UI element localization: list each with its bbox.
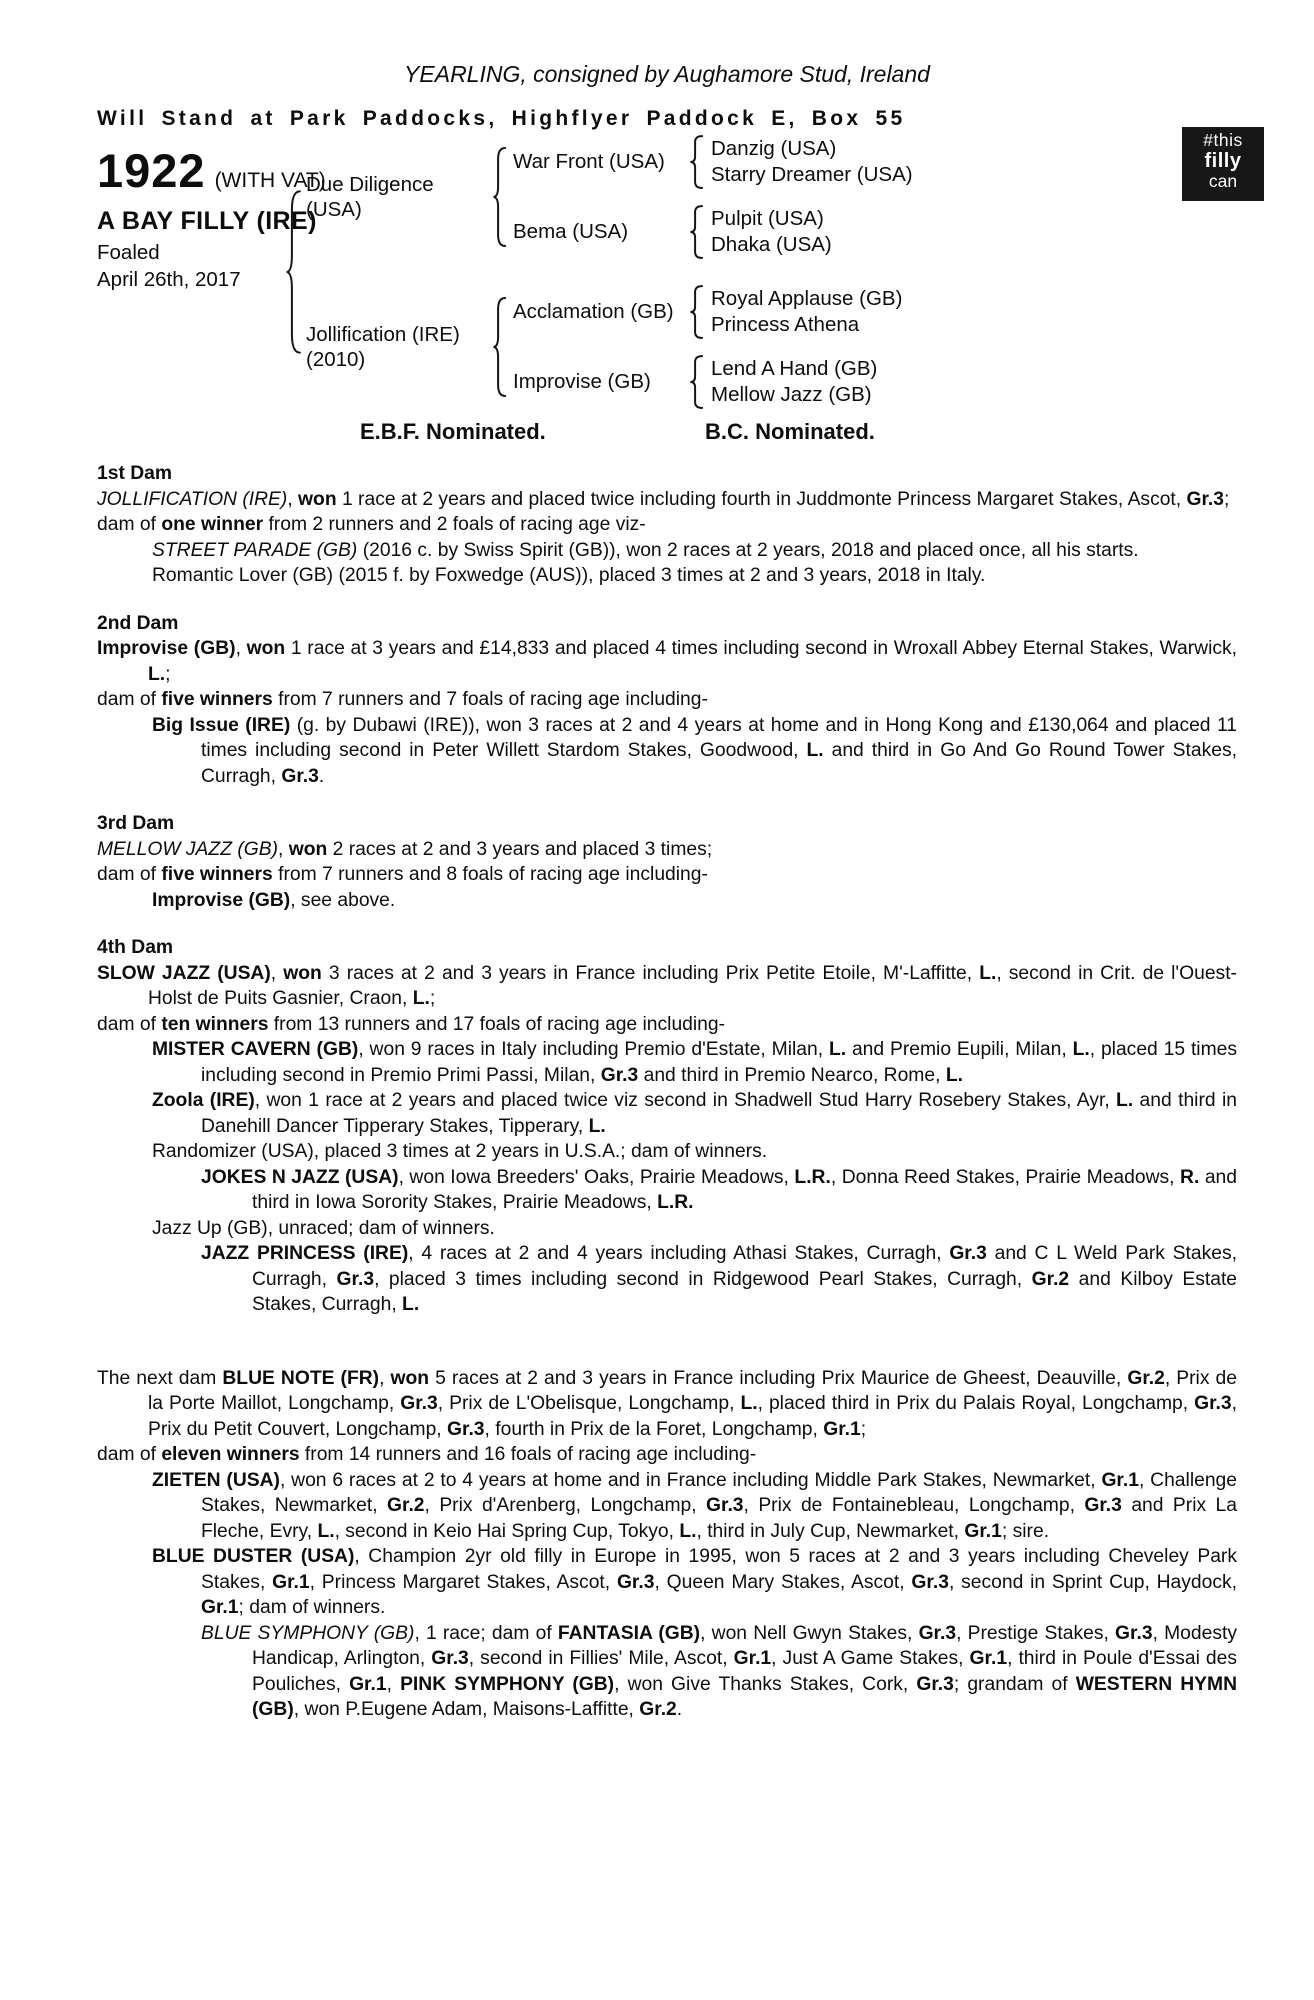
dam-dam-dam-name: Mellow Jazz (GB) xyxy=(711,383,872,406)
nominations-line xyxy=(97,419,1237,445)
pedigree-paragraph: MELLOW JAZZ (GB), won 2 races at 2 and 3 years and placed 3 times; xyxy=(97,838,713,860)
stand-location-line: Will Stand at Park Paddocks, Highflyer Paddock E, Box 55 xyxy=(97,107,906,130)
pedigree-paragraph: MISTER CAVERN (GB), won 9 races in Italy including Premio d'Estate, Milan, L. and Premio Eupili, Milan, L., placed 15 times including second in Premio Primi Passi, Milan, Gr.3 and third in Premio Nearco, Rome, L. xyxy=(152,1039,1238,1086)
pedigree-paragraph: Improvise (GB), won 1 race at 3 years and £14,833 and placed 4 times including second in Wroxall Abbey Eternal Stakes, Warwick, L.; xyxy=(97,638,1237,685)
pedigree-paragraph: SLOW JAZZ (USA), won 3 races at 2 and 3 years in France including Prix Petite Etoile, M'-Laffitte, L., second in Crit. de l'Ouest-Holst de Puits Gasnier, Craon, L.; xyxy=(97,962,1237,1009)
dam-sire-dam-name: Princess Athena xyxy=(711,313,860,336)
pedigree-paragraph: JOLLIFICATION (IRE), won 1 race at 2 years and placed twice including fourth in Juddmonte Princess Margaret Stakes, Ascot, Gr.3; xyxy=(97,488,1230,510)
dam-dam-brace xyxy=(689,355,704,409)
pedigree-paragraph: dam of eleven winners from 14 runners and 16 foals of racing age including- xyxy=(97,1444,757,1465)
dam-section xyxy=(97,611,1237,790)
dam-name: Jollification (IRE) xyxy=(306,323,460,346)
sire-sire-name: War Front (USA) xyxy=(513,150,665,173)
sire-dam-sire-name: Pulpit (USA) xyxy=(711,207,824,230)
pedigree-paragraph: Improvise (GB), see above. xyxy=(152,889,396,911)
pedigree-paragraph: STREET PARADE (GB) (2016 c. by Swiss Spirit (GB)), won 2 races at 2 years, 2018 and placed once, all his starts. xyxy=(152,539,1139,561)
dam-dam-parents xyxy=(711,356,877,408)
sire-branch xyxy=(306,135,913,259)
lot-number: 1922 xyxy=(97,144,206,197)
dam-brace xyxy=(492,296,507,398)
sire-dam-branch xyxy=(513,205,913,259)
sire-dam-name: Bema (USA) xyxy=(513,220,629,243)
vat-note: (WITH VAT) xyxy=(214,169,326,192)
dam-heading: 1st Dam xyxy=(97,463,173,484)
dam-heading: 4th Dam xyxy=(97,937,174,958)
sire-sire-parents xyxy=(711,136,913,188)
dam-year: (2010) xyxy=(306,348,366,371)
dam-section xyxy=(97,461,1237,589)
pedigree-paragraph: dam of five winners from 7 runners and 8 foals of racing age including- xyxy=(97,864,708,885)
sire-parents xyxy=(513,135,913,259)
pedigree-paragraph: JAZZ PRINCESS (IRE), 4 races at 2 and 4 years including Athasi Stakes, Curragh, Gr.3 and C L Weld Park Stakes, Curragh, Gr.3, placed 3 times including second in Ridgewood Pearl Stakes, Curragh, Gr.2 and Kilboy Estate Stakes, Curragh, L. xyxy=(201,1243,1238,1315)
sire-dam-brace xyxy=(689,205,704,259)
foaled-label: Foaled xyxy=(97,241,160,264)
further-dam-section xyxy=(97,1366,1237,1723)
dam-parents xyxy=(513,285,902,409)
pedigree-paragraph: Jazz Up (GB), unraced; dam of winners. xyxy=(152,1217,495,1239)
sire-sire-sire-name: Danzig (USA) xyxy=(711,137,837,160)
pedigree-paragraph: dam of five winners from 7 runners and 7 foals of racing age including- xyxy=(97,689,708,710)
sire-sire-brace xyxy=(689,135,704,189)
generation-1 xyxy=(306,135,913,409)
dam-sire-branch xyxy=(513,285,902,339)
pedigree-paragraph: Big Issue (IRE) (g. by Dubawi (IRE)), won 3 races at 2 and 4 years at home and in Hong Kong and £130,064 and placed 11 times including second in Peter Willett Stardom Stakes, Goodwood, L. and third in Go And Go Round Tower Stakes, Curragh, Gr.3. xyxy=(152,714,1237,787)
dam-dam-name: Improvise (GB) xyxy=(513,370,651,393)
sire-sire-dam-name: Starry Dreamer (USA) xyxy=(711,163,913,186)
dam-sire-name: Acclamation (GB) xyxy=(513,300,674,323)
dam-sire-parents xyxy=(711,286,902,338)
foaled-date: April 26th, 2017 xyxy=(97,268,241,291)
pedigree-tree xyxy=(285,135,913,409)
logo-line-1: #this xyxy=(1203,130,1243,150)
dam-section xyxy=(97,811,1237,913)
pedigree-paragraph: The next dam BLUE NOTE (FR), won 5 races at 2 and 3 years in France including Prix Maurice de Gheest, Deauville, Gr.2, Prix de la Porte Maillot, Longchamp, Gr.3, Prix de L'Obelisque, Longchamp, L., placed third in Prix du Palais Royal, Longchamp, Gr.3, Prix du Petit Couvert, Longchamp, Gr.3, fourth in Prix de la Foret, Longchamp, Gr.1; xyxy=(97,1367,1238,1440)
dam-heading: 3rd Dam xyxy=(97,813,175,834)
dam-heading: 2nd Dam xyxy=(97,612,179,634)
ebf-nominated: E.B.F. Nominated. xyxy=(360,419,546,444)
dam-branch xyxy=(306,285,913,409)
pedigree-paragraph: JOKES N JAZZ (USA), won Iowa Breeders' Oaks, Prairie Meadows, L.R., Donna Reed Stakes, Prairie Meadows, R. and third in Iowa Sorority Stakes, Prairie Meadows, L.R. xyxy=(201,1166,1238,1213)
catalogue-body xyxy=(97,461,1237,1723)
sire-sire-branch xyxy=(513,135,913,189)
dam-section xyxy=(97,935,1237,1318)
pedigree-paragraph: Zoola (IRE), won 1 race at 2 years and placed twice viz second in Shadwell Stud Harry Rosebery Stakes, Ayr, L. and third in Danehill Dancer Tipperary Stakes, Tipperary, L. xyxy=(152,1090,1237,1137)
dam-dam-branch xyxy=(513,355,902,409)
sire-brace xyxy=(492,146,507,248)
pedigree-paragraph: dam of one winner from 2 runners and 2 foals of racing age viz- xyxy=(97,514,646,535)
pedigree-paragraph: dam of ten winners from 13 runners and 17 foals of racing age including- xyxy=(97,1013,726,1035)
sire-dam-parents xyxy=(711,206,832,258)
dam-sire-brace xyxy=(689,285,704,339)
pedigree-paragraph: BLUE DUSTER (USA), Champion 2yr old filly in Europe in 1995, won 5 races at 2 and 3 years including Cheveley Park Stakes, Gr.1, Princess Margaret Stakes, Ascot, Gr.3, Queen Mary Stakes, Ascot, Gr.3, second in Sprint Cup, Haydock, Gr.1; dam of winners. xyxy=(152,1546,1237,1618)
dam-sire-sire-name: Royal Applause (GB) xyxy=(711,287,903,310)
pedigree-paragraph: Randomizer (USA), placed 3 times at 2 years in U.S.A.; dam of winners. xyxy=(152,1141,768,1162)
dam-name-block xyxy=(306,322,492,372)
bc-nominated: B.C. Nominated. xyxy=(705,419,875,444)
pedigree-brace-outer xyxy=(285,188,302,356)
horse-description: A BAY FILLY (IRE) xyxy=(97,207,317,235)
sire-dam-dam-name: Dhaka (USA) xyxy=(711,233,832,256)
pedigree-paragraph: ZIETEN (USA), won 6 races at 2 to 4 years at home and in France including Middle Park Stakes, Newmarket, Gr.1, Challenge Stakes, Newmarket, Gr.2, Prix d'Arenberg, Longchamp, Gr.3, Prix de Fontainebleau, Longchamp, Gr.3 and Prix La Fleche, Evry, L., second in Keio Hai Spring Cup, Tokyo, L., third in July Cup, Newmarket, Gr.1; sire. xyxy=(152,1469,1237,1542)
pedigree-paragraph: Romantic Lover (GB) (2015 f. by Foxwedge (AUS)), placed 3 times at 2 and 3 years, 2018 in Italy. xyxy=(152,565,986,586)
lot-header xyxy=(97,137,1237,453)
dam-dam-sire-name: Lend A Hand (GB) xyxy=(711,357,878,380)
page-title: YEARLING, consigned by Aughamore Stud, Ireland xyxy=(404,61,930,87)
pedigree-paragraph: BLUE SYMPHONY (GB), 1 race; dam of FANTASIA (GB), won Nell Gwyn Stakes, Gr.3, Prestige Stakes, Gr.3, Modesty Handicap, Arlington, Gr.3, second in Fillies' Mile, Ascot, Gr.1, Just A Game Stakes, Gr.1, third in Poule d'Essai des Pouliches, Gr.1, PINK SYMPHONY (GB), won Give Thanks Stakes, Cork, Gr.3; grandam of WESTERN HYMN (GB), won P.Eugene Adam, Maisons-Laffitte, Gr.2. xyxy=(201,1622,1237,1720)
sire-name: Due Diligence (USA) xyxy=(306,173,434,221)
logo-line-2: filly xyxy=(1204,150,1242,173)
logo-line-3: can xyxy=(1208,171,1238,192)
